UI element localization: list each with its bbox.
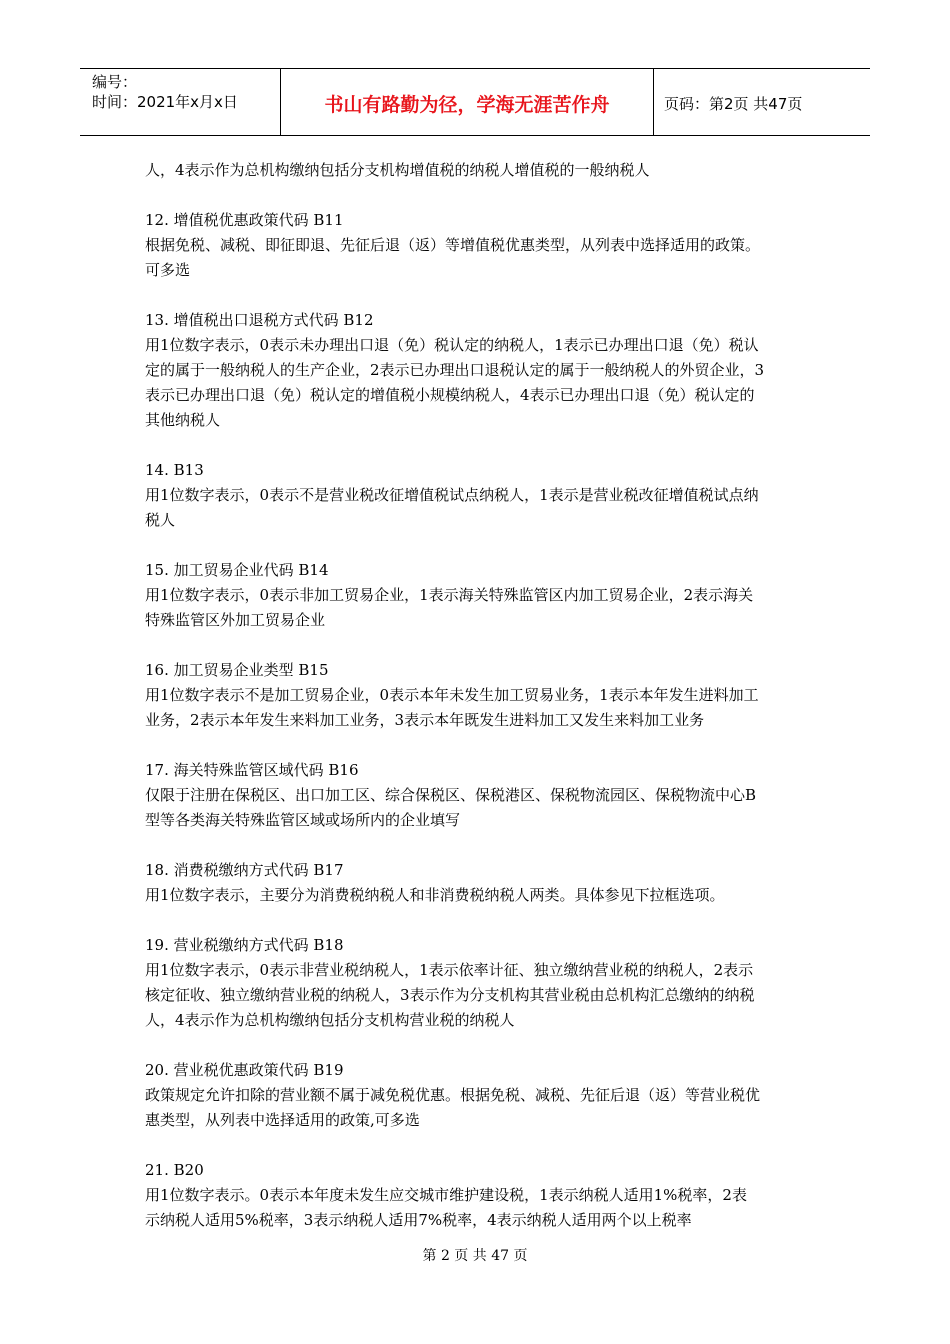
- section-19: [145, 933, 813, 1033]
- section-line: 用1位数字表示。0表示本年度未发生应交城市维护建设税，1表示纳税人适用1%税率，2表: [145, 1186, 747, 1204]
- section-line: 用1位数字表示，0表示非营业税纳税人，1表示依率计征、独立缴纳营业税的纳税人，2表示: [145, 961, 754, 979]
- section-line: 根据免税、减税、即征即退、先征后退（返）等增值税优惠类型，从列表中选择适用的政策。: [145, 236, 761, 254]
- intro-line: 人，4表示作为总机构缴纳包括分支机构增值税的纳税人增值税的一般纳税人: [145, 161, 650, 179]
- section-line: 人，4表示作为总机构缴纳包括分支机构营业税的纳税人: [145, 1011, 515, 1029]
- page-header: [80, 68, 870, 136]
- section-14: [145, 458, 813, 533]
- section-line: 表示已办理出口退（免）税认定的增值税小规模纳税人，4表示已办理出口退（免）税认定的: [145, 386, 755, 404]
- section-21: [145, 1158, 813, 1233]
- date-label: 时间：2021年x月x日: [92, 93, 238, 111]
- section-line: 型等各类海关特殊监管区域或场所内的企业填写: [145, 811, 461, 829]
- doc-number-label: 编号：: [92, 73, 138, 91]
- page-footer: 第 2 页 共 47 页: [422, 1248, 528, 1264]
- section-line: 用1位数字表示不是加工贸易企业，0表示本年未发生加工贸易业务，1表示本年发生进料加工: [145, 686, 759, 704]
- section-15: [145, 558, 813, 633]
- section-line: 特殊监管区外加工贸易企业: [145, 611, 326, 629]
- section-title: 12. 增值税优惠政策代码 B11: [145, 211, 344, 229]
- section-title: 18. 消费税缴纳方式代码 B17: [145, 861, 344, 879]
- section-line: 惠类型，从列表中选择适用的政策,可多选: [145, 1111, 420, 1129]
- section-line: 用1位数字表示，0表示未办理出口退（免）税认定的纳税人，1表示已办理出口退（免）税认: [145, 336, 759, 354]
- section-line: 用1位数字表示，主要分为消费税纳税人和非消费税纳税人两类。具体参见下拉框选项。: [145, 886, 725, 904]
- section-line: 仅限于注册在保税区、出口加工区、综合保税区、保税港区、保税物流园区、保税物流中心B: [145, 786, 757, 804]
- section-title: 14. B13: [145, 461, 204, 479]
- section-17: [145, 758, 813, 833]
- header-meta-cell: [80, 69, 281, 135]
- section-line: 用1位数字表示，0表示非加工贸易企业，1表示海关特殊监管区内加工贸易企业，2表示海关: [145, 586, 754, 604]
- section-title: 17. 海关特殊监管区域代码 B16: [145, 761, 359, 779]
- section-13: [145, 308, 813, 433]
- section-title: 21. B20: [145, 1161, 204, 1179]
- section-line: 业务，2表示本年发生来料加工业务，3表示本年既发生进料加工又发生来料加工业务: [145, 711, 705, 729]
- header-page-info: 页码：第2页 共47页: [664, 95, 803, 113]
- section-18: [145, 858, 813, 908]
- section-title: 19. 营业税缴纳方式代码 B18: [145, 936, 344, 954]
- section-title: 20. 营业税优惠政策代码 B19: [145, 1061, 344, 1079]
- section-line: 定的属于一般纳税人的生产企业，2表示已办理出口退税认定的属于一般纳税人的外贸企业，3: [145, 361, 765, 379]
- section-line: 政策规定允许扣除的营业额不属于减免税优惠。根据免税、减税、先征后退（返）等营业税优: [145, 1086, 761, 1104]
- document-body: [145, 158, 813, 1233]
- section-line: 税人: [145, 511, 176, 529]
- section-line: 核定征收、独立缴纳营业税的纳税人，3表示作为分支机构其营业税由总机构汇总缴纳的纳税: [145, 986, 755, 1004]
- section-line: 其他纳税人: [145, 411, 221, 429]
- section-20: [145, 1058, 813, 1133]
- section-12: [145, 208, 813, 283]
- section-line: 用1位数字表示，0表示不是营业税改征增值税试点纳税人，1表示是营业税改征增值税试点纳: [145, 486, 759, 504]
- section-line: 可多选: [145, 261, 191, 279]
- section-title: 13. 增值税出口退税方式代码 B12: [145, 311, 374, 329]
- section-line: 示纳税人适用5%税率，3表示纳税人适用7%税率，4表示纳税人适用两个以上税率: [145, 1211, 692, 1229]
- section-title: 15. 加工贸易企业代码 B14: [145, 561, 329, 579]
- section-title: 16. 加工贸易企业类型 B15: [145, 661, 329, 679]
- section-16: [145, 658, 813, 733]
- header-motto: 书山有路勤为径，学海无涯苦作舟: [281, 69, 654, 135]
